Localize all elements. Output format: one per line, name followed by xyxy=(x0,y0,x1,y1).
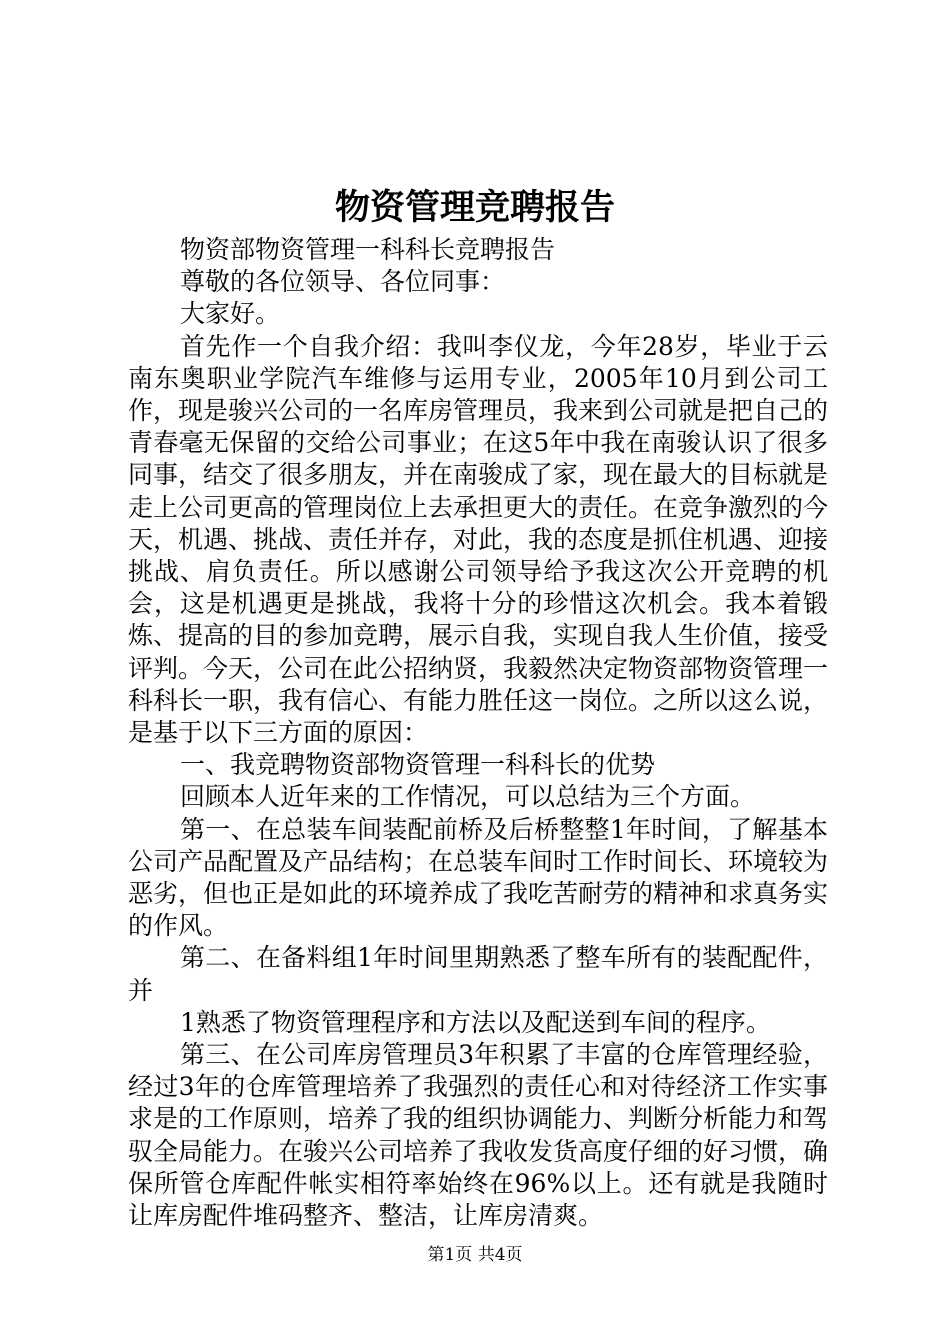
paragraph-point-one: 第一、在总装车间装配前桥及后桥整整1年时间，了解基本公司产品配置及产品结构；在总装车间时工作时间长、环境较为恶劣，但也正是如此的环境养成了我吃苦耐劳的精神和求真务实的作风。 xyxy=(128,814,829,941)
paragraph-review: 回顾本人近年来的工作情况，可以总结为三个方面。 xyxy=(180,782,756,812)
paragraph-greeting: 大家好。 xyxy=(180,299,281,329)
paragraph-salutation: 尊敬的各位领导、各位同事： xyxy=(180,267,506,297)
page-number-footer: 第1页 共4页 xyxy=(427,1245,523,1265)
document-body xyxy=(128,234,828,1232)
paragraph-self-introduction: 首先作一个自我介绍：我叫李仪龙，今年28岁，毕业于云南东奥职业学院汽车维修与运用专业，2005年10月到公司工作，现是骏兴公司的一名库房管理员，我来到公司就是把自己的青春毫无保留的交给公司事业；在这5年中我在南骏认识了很多同事，结交了很多朋友，并在南骏成了家，现在最大的目标就是走上公司更高的管理岗位上去承担更大的责任。在竞争激烈的今天，机遇、挑战、责任并存，对此，我的态度是抓住机遇、迎接挑战、肩负责任。所以感谢公司领导给予我这次公开竞聘的机会，这是机遇更是挑战，我将十分的珍惜这次机会。我本着锻炼、提高的目的参加竞聘，展示自我，实现自我人生价值，接受评判。今天，公司在此公招纳贤，我毅然决定物资部物资管理一科科长一职，我有信心、有能力胜任这一岗位。之所以这么说，是基于以下三方面的原因： xyxy=(128,331,829,748)
paragraph-section-heading: 一、我竞聘物资部物资管理一科科长的优势 xyxy=(180,750,656,780)
paragraph-point-three: 第三、在公司库房管理员3年积累了丰富的仓库管理经验，经过3年的仓库管理培养了我强烈的责任心和对待经济工作实事求是的工作原则，培养了我的组织协调能力、判断分析能力和驾驭全局能力。在骏兴公司培养了我收发货高度仔细的好习惯，确保所管仓库配件帐实相符率始终在96%以上。还有就是我随时让库房配件堆码整齐、整洁，让库房清爽。 xyxy=(128,1040,829,1231)
paragraph-point-two: 第二、在备料组1年时间里期熟悉了整车所有的装配配件，并 xyxy=(128,943,828,1005)
paragraph-point-two-continued: 1熟悉了物资管理程序和方法以及配送到车间的程序。 xyxy=(180,1007,771,1037)
document-title: 物资管理竞聘报告 xyxy=(334,187,615,228)
paragraph-subtitle: 物资部物资管理一科科长竞聘报告 xyxy=(180,235,556,264)
